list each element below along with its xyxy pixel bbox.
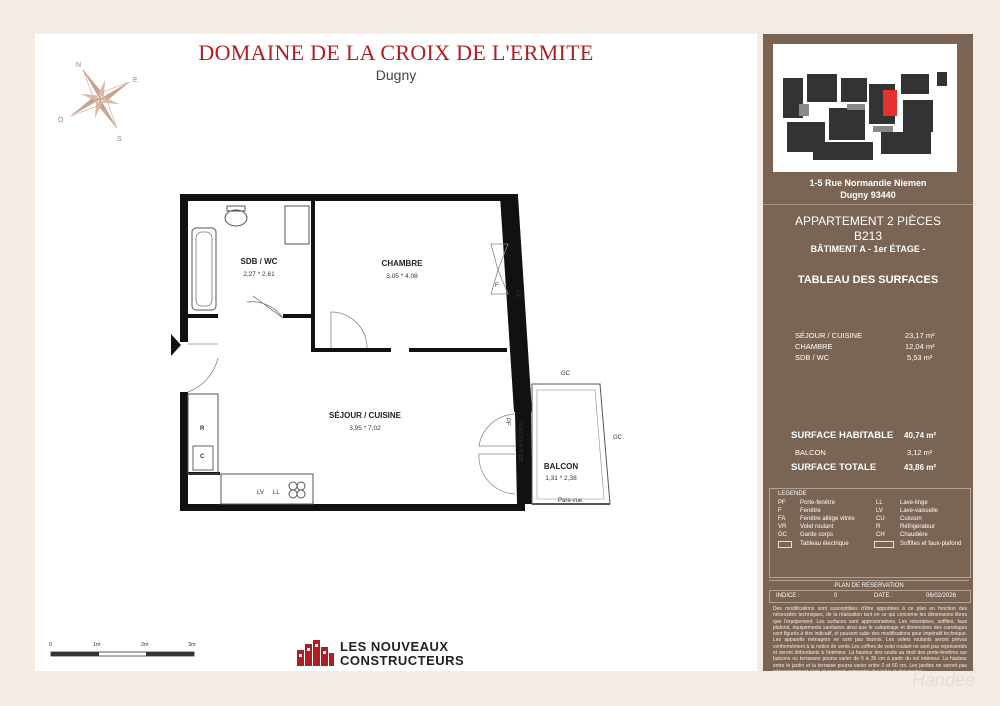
- legend-label: Fenêtre: [800, 508, 821, 514]
- mark-c: C: [200, 454, 205, 460]
- habitable-value: 40,74 m²: [904, 431, 937, 440]
- legend-label: Lave-vaisselle: [900, 508, 939, 514]
- project-title: DOMAINE DE LA CROIX DE L'ERMITE: [198, 40, 594, 65]
- mark-gc-2: GC: [561, 371, 570, 377]
- legend-code: PF: [778, 500, 786, 506]
- legend-code: CH: [876, 532, 885, 538]
- watermark: Handee: [911, 670, 975, 690]
- surfaces-title: TABLEAU DES SURFACES: [797, 274, 939, 286]
- legend-label: Volet roulant: [800, 524, 834, 530]
- surface-label-1: SÉJOUR / CUISINE: [795, 331, 863, 340]
- plan-reservation-row: [769, 590, 971, 603]
- room-sdb-dim: 2,27 * 2,61: [243, 271, 275, 278]
- mark-pare-vue: Pare-vue: [558, 498, 583, 504]
- building-floor: BÂTIMENT A - 1er ÉTAGE -: [810, 244, 926, 254]
- room-chambre-label: CHAMBRE: [381, 259, 423, 268]
- indice-value: 0: [834, 593, 838, 599]
- mark-lv: LV: [257, 490, 264, 496]
- room-sejour-label: SÉJOUR / CUISINE: [328, 411, 402, 420]
- project-city: Dugny: [375, 67, 417, 83]
- scale-2: 2m: [141, 642, 149, 648]
- address-city: Dugny 93440: [840, 190, 896, 200]
- legend-soffites: Soffites et faux-plafond: [900, 541, 962, 547]
- room-sdb-label: SDB / WC: [240, 257, 278, 266]
- address-street: 1-5 Rue Normandie Niemen: [809, 178, 927, 188]
- totale-label: SURFACE TOTALE: [791, 462, 877, 473]
- mark-gc-1: GC: [514, 290, 520, 299]
- disclaimer: Des modifications sont susceptibles d'être apportées à ce plan en fonction des nécessités techniques, de la réalisation tant en ce qui concerne les dimensions libres que l'équipement. Les surfaces sont approximatives. Les retombées, soffites, faux plafond, équipements sanitaires ainsi que le calepinage et dimensions des carrelages sont figurés à titre indicatif, et peuvent subir des modifications pour impératif technique. Les appareils ménagers ne sont pas fournis. Les volets roulants seront prévus conformément à la notice de vente.Les coffres de volet roulant ne sont pas représentés et seront débordants à l'intérieur. La hauteur des seuils au droit des porte-fenêtres sur balcons ou terrasses pourra varier de 5 à 35 cm à partir du sol intérieur. La hauteur entre le jardin et la terrasse pourra varier entre 0 et 60 cm. Les jardins ne seront pas nécessairement plats et pourront comporter des talus et des pentes.: [773, 606, 967, 675]
- mark-pf: PF: [504, 418, 510, 426]
- tableau-electrique-icon: [778, 541, 792, 548]
- plan-sheet: [35, 34, 757, 671]
- surface-value-1: 23,17 m²: [905, 331, 935, 340]
- compass-o: O: [58, 117, 64, 124]
- totale-value: 43,86 m²: [904, 463, 937, 472]
- scale-3: 3m: [188, 642, 196, 648]
- room-chambre-dim: 3,05 * 4,08: [386, 273, 418, 280]
- mark-ll: LL: [273, 490, 280, 496]
- brand-line-2: CONSTRUCTEURS: [340, 653, 465, 668]
- legend-label: Fenêtre allège vitrée: [800, 516, 855, 522]
- mark-f: F: [495, 283, 499, 289]
- habitable-label: SURFACE HABITABLE: [791, 430, 894, 441]
- compass-s: S: [117, 136, 122, 143]
- room-sejour-dim: 3,95 * 7,02: [349, 425, 381, 432]
- surface-label-3: SDB / WC: [795, 353, 830, 362]
- brand-logo-icon: [295, 638, 335, 668]
- scale-1: 1m: [93, 642, 101, 648]
- legend-code: LL: [876, 500, 883, 506]
- date-value: 06/02/2026: [926, 593, 957, 599]
- legend-label: Garde corps: [800, 532, 834, 538]
- legend: [769, 488, 971, 578]
- scale-0: 0: [49, 642, 53, 648]
- legend-title: LEGENDE: [778, 491, 807, 497]
- room-balcon-label: BALCON: [543, 462, 579, 471]
- balcon-surface-label: BALCON: [795, 448, 826, 457]
- legend-label: Chaudière: [900, 532, 928, 538]
- surface-value-2: 12,04 m²: [905, 342, 935, 351]
- apartment-type: APPARTEMENT 2 PIÈCES: [794, 214, 942, 228]
- legend-code: GC: [778, 532, 787, 538]
- legend-code: R: [876, 524, 881, 530]
- brand-line-1: LES NOUVEAUX: [340, 639, 449, 654]
- legend-label: Réfrigérateur: [900, 524, 936, 530]
- plan-reservation-title: PLAN DE RESERVATION: [769, 580, 969, 589]
- legend-code: VR: [778, 524, 787, 530]
- balcon-surface-value: 3,12 m²: [907, 448, 933, 457]
- legend-label: Cuisson: [900, 516, 922, 522]
- compass-n: N: [76, 62, 82, 69]
- compass-e: E: [133, 77, 138, 84]
- legend-code: FA: [778, 516, 786, 522]
- legend-tableau: Tableau électrique: [800, 541, 849, 547]
- date-label: DATE :: [874, 593, 893, 599]
- floor-plan: [35, 34, 757, 671]
- mark-r: R: [200, 426, 205, 432]
- legend-label: Porte-fenêtre: [800, 500, 836, 506]
- building-key-plan: [773, 44, 957, 172]
- legend-code: CU: [876, 516, 885, 522]
- legend-code: F: [778, 508, 782, 514]
- mark-gc-3: GC: [613, 435, 622, 441]
- apartment-ref: B213: [853, 229, 883, 243]
- legend-label: Lave-linge: [900, 500, 928, 506]
- soffites-icon: [874, 541, 894, 548]
- surface-value-3: 5,53 m²: [907, 353, 933, 362]
- room-balcon-dim: 1,31 * 2,38: [545, 475, 577, 482]
- info-panel: [763, 34, 973, 675]
- mark-seuil: SEUIL MAX 20CM: [519, 421, 525, 463]
- legend-code: LV: [876, 508, 883, 514]
- surface-label-2: CHAMBRE: [795, 342, 833, 351]
- indice-label: INDICE :: [776, 593, 800, 599]
